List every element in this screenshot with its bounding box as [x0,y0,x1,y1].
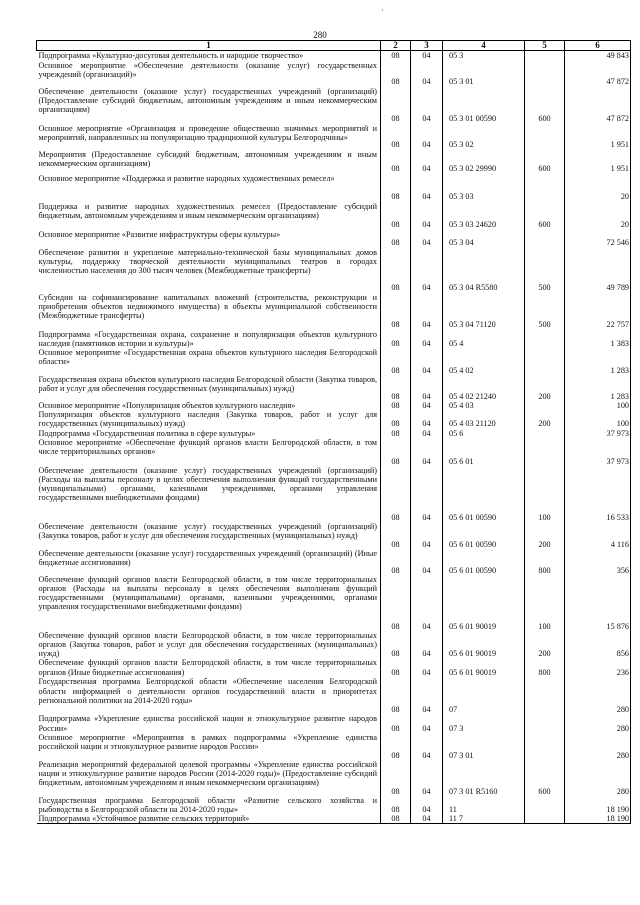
col-header: 5 [525,41,565,51]
row-section: 08 [381,293,411,330]
row-subsection: 04 [411,124,443,150]
row-amount: 1 283 [565,348,631,375]
table-row [37,330,631,348]
table-row [37,124,631,150]
table-row [37,796,631,814]
row-expense-type: 100 [525,466,565,522]
row-target-code: 05 6 01 00590 [443,522,525,549]
row-subsection: 04 [411,575,443,631]
row-target-code: 05 6 01 00590 [443,549,525,575]
table-body [37,51,631,824]
row-section: 08 [381,61,411,87]
row-amount: 72 546 [565,230,631,248]
row-section: 08 [381,87,411,124]
row-target-code: 07 3 01 [443,733,525,760]
table-row [37,174,631,202]
row-description: Обеспечение деятельности (оказание услуг) государственных учреждений (организаций) (Закупка товаров, работ и услуг для обеспечения государственных (муниципальных) нужд) [37,522,381,549]
row-section: 08 [381,714,411,732]
row-amount: 49 843 [565,51,631,61]
row-amount: 280 [565,714,631,732]
row-subsection: 04 [411,549,443,575]
table-row [37,51,631,61]
row-section: 08 [381,330,411,348]
row-target-code: 05 3 01 [443,61,525,87]
row-description: Обеспечение функций органов власти Белгородской области, в том числе территориальных органов (Закупка товаров, работ и услуг для обеспечения государственных (муниципальных) нужд) [37,631,381,659]
row-description: Основное мероприятие «Мероприятия в рамках подпрограммы «Укрепление единства российской нации и этнокультурное развитие народов России» [37,733,381,760]
row-section: 08 [381,230,411,248]
table-row [37,631,631,659]
table-row [37,61,631,87]
row-description: Мероприятия (Предоставление субсидий бюджетным, автономным учреждениям и иным некоммерческим организациям) [37,150,381,174]
row-amount: 1 283 [565,375,631,401]
row-subsection: 04 [411,760,443,796]
row-amount: 280 [565,760,631,796]
budget-table [36,40,631,824]
row-subsection: 04 [411,293,443,330]
row-subsection: 04 [411,429,443,438]
col-header: 2 [381,41,411,51]
row-subsection: 04 [411,348,443,375]
table-row [37,248,631,293]
table-row [37,677,631,714]
row-section: 08 [381,174,411,202]
table-row [37,230,631,248]
row-target-code: 05 6 01 90019 [443,575,525,631]
row-expense-type: 500 [525,293,565,330]
row-section: 08 [381,51,411,61]
row-expense-type [525,429,565,438]
row-section: 08 [381,202,411,230]
row-target-code: 05 6 01 90019 [443,658,525,677]
table-row [37,348,631,375]
row-description: Реализация мероприятий федеральной целевой программы «Укрепление единства российской нации и этнокультурное развитие народов России (2014-2020 годы)» (Предоставление субсидий бюджетным, автономным учреждениям и иным некоммерческим организациям) [37,760,381,796]
row-expense-type [525,796,565,814]
row-expense-type [525,348,565,375]
row-description: Поддержка и развитие народных художественных ремесел (Предоставление субсидий бюджетным, автономным учреждениям и иным некоммерческим организациям) [37,202,381,230]
table-row [37,733,631,760]
row-description: Основное мероприятие «Обеспечение функций органов власти Белгородской области, в том числе территориальных органов» [37,438,381,466]
row-target-code: 05 3 04 [443,230,525,248]
row-amount: 22 757 [565,293,631,330]
row-expense-type: 800 [525,549,565,575]
table-row [37,87,631,124]
row-expense-type [525,330,565,348]
table-row [37,522,631,549]
row-section: 08 [381,658,411,677]
row-description: Подпрограмма «Государственная охрана, сохранение и популяризация объектов культурного наследия (памятников истории и культуры)» [37,330,381,348]
table-row [37,202,631,230]
table-row [37,549,631,575]
row-expense-type [525,733,565,760]
col-header: 1 [37,41,381,51]
row-subsection: 04 [411,796,443,814]
row-expense-type: 600 [525,202,565,230]
row-amount: 100 [565,401,631,410]
row-section: 08 [381,438,411,466]
row-description: Государственная программа Белгородской области «Развитие сельского хозяйства и рыбоводства в Белгородской области на 2014-2020 годы» [37,796,381,814]
row-expense-type [525,814,565,824]
row-description: Субсидии на софинансирование капитальных вложений (строительства, реконструкции и приобретения объектов недвижимого имущества) в объекты муниципальной собственности (Межбюджетные трансферты) [37,293,381,330]
row-expense-type: 200 [525,631,565,659]
col-header: 3 [411,41,443,51]
row-section: 08 [381,410,411,428]
row-section: 08 [381,575,411,631]
row-section: 08 [381,814,411,824]
row-target-code: 11 7 [443,814,525,824]
row-description: Государственная программа Белгородской области «Обеспечение населения Белгородской области информацией о деятельности органов государственной власти и приоритетах региональной политики на 2014-2020 годы» [37,677,381,714]
row-section: 08 [381,401,411,410]
row-description: Обеспечение деятельности (оказание услуг) государственных учреждений (организаций) (Расходы на выплаты персоналу в целях обеспечения выполнения функций государственными (муниципальными) органами, казенными учреждениями, органами управления государственными внебюджетными фондами) [37,466,381,522]
table-row [37,401,631,410]
row-target-code: 05 3 [443,51,525,61]
row-amount: 47 872 [565,87,631,124]
row-description: Обеспечение функций органов власти Белгородской области, в том числе территориальных органов (Иные бюджетные ассигнования) [37,658,381,677]
row-description: Обеспечение деятельности (оказание услуг) государственных учреждений (организаций) (Иные бюджетные ассигнования) [37,549,381,575]
row-subsection: 04 [411,87,443,124]
row-subsection: 04 [411,401,443,410]
row-subsection: 04 [411,410,443,428]
row-subsection: 04 [411,522,443,549]
row-expense-type [525,438,565,466]
row-section: 08 [381,466,411,522]
row-section: 08 [381,375,411,401]
table-row [37,466,631,522]
row-section: 08 [381,150,411,174]
col-header: 4 [443,41,525,51]
row-expense-type: 100 [525,575,565,631]
row-amount: 1 951 [565,150,631,174]
row-subsection: 04 [411,248,443,293]
row-amount: 18 190 [565,814,631,824]
table-row [37,375,631,401]
row-amount: 100 [565,410,631,428]
table-row [37,438,631,466]
row-expense-type: 200 [525,375,565,401]
row-expense-type [525,677,565,714]
row-subsection: 04 [411,714,443,732]
row-amount: 20 [565,174,631,202]
row-target-code: 11 [443,796,525,814]
row-target-code: 05 6 01 00590 [443,466,525,522]
row-amount: 280 [565,733,631,760]
row-amount: 236 [565,658,631,677]
row-expense-type: 600 [525,760,565,796]
row-amount: 47 872 [565,61,631,87]
row-expense-type [525,61,565,87]
row-target-code: 05 4 [443,330,525,348]
row-subsection: 04 [411,230,443,248]
row-description: Популяризация объектов культурного наследия (Закупка товаров, работ и услуг для государственных (муниципальных) нужд) [37,410,381,428]
row-description: Подпрограмма «Государственная политика в сфере культуры» [37,429,381,438]
row-expense-type: 200 [525,522,565,549]
table-row [37,814,631,824]
row-description: Обеспечение функций органов власти Белгородской области, в том числе территориальных органов (Расходы на выплаты персоналу в целях обеспечения выполнения функций государственными (муниципальными) органами, казенными учреждениями, органами управления государственными внебюджетными фондами) [37,575,381,631]
row-subsection: 04 [411,631,443,659]
row-subsection: 04 [411,466,443,522]
row-section: 08 [381,631,411,659]
row-amount: 1 383 [565,330,631,348]
row-target-code: 05 6 01 [443,438,525,466]
row-target-code: 05 3 03 24620 [443,202,525,230]
row-subsection: 04 [411,677,443,714]
row-target-code: 05 3 02 [443,124,525,150]
row-subsection: 04 [411,814,443,824]
row-target-code: 05 4 02 [443,348,525,375]
row-target-code: 05 3 04 71120 [443,293,525,330]
row-amount: 49 789 [565,248,631,293]
row-target-code: 07 3 [443,714,525,732]
row-amount: 1 951 [565,124,631,150]
row-expense-type: 800 [525,658,565,677]
row-description: Основное мероприятие «Развитие инфраструктуры сферы культуры» [37,230,381,248]
row-target-code: 05 3 01 00590 [443,87,525,124]
row-section: 08 [381,733,411,760]
row-expense-type [525,174,565,202]
row-subsection: 04 [411,202,443,230]
row-description: Обеспечение деятельности (оказание услуг) государственных учреждений (организаций) (Предоставление субсидий бюджетным, автономным учреждениям и иным некоммерческим организациям) [37,87,381,124]
row-expense-type [525,714,565,732]
row-amount: 15 876 [565,575,631,631]
table-row [37,293,631,330]
table-row [37,575,631,631]
row-amount: 37 973 [565,438,631,466]
row-target-code: 07 [443,677,525,714]
row-description: Основное мероприятие «Обеспечение деятельности (оказание услуг) государственных учреждений (организаций)» [37,61,381,87]
row-expense-type: 500 [525,248,565,293]
row-amount: 356 [565,549,631,575]
table-row [37,714,631,732]
row-amount: 18 190 [565,796,631,814]
row-target-code: 05 4 03 21120 [443,410,525,428]
row-subsection: 04 [411,61,443,87]
row-description: Обеспечение развития и укрепление материально-технической базы муниципальных домов культуры, поддержку творческой деятельности муниципальных театров в городах численностью населения до 300 тысяч человек (Межбюджетные трансферты) [37,248,381,293]
row-target-code: 05 3 02 29990 [443,150,525,174]
row-section: 08 [381,760,411,796]
row-expense-type [525,124,565,150]
header-row [37,41,631,51]
row-target-code: 05 4 03 [443,401,525,410]
row-amount: 16 533 [565,466,631,522]
table-row [37,150,631,174]
row-amount: 20 [565,202,631,230]
col-header: 6 [565,41,631,51]
row-description: Подпрограмма «Культурно-досуговая деятельность и народное творчество» [37,51,381,61]
row-expense-type [525,230,565,248]
row-section: 08 [381,677,411,714]
row-expense-type: 200 [525,410,565,428]
row-subsection: 04 [411,375,443,401]
row-amount: 4 116 [565,522,631,549]
row-amount: 280 [565,677,631,714]
row-expense-type [525,51,565,61]
row-amount: 856 [565,631,631,659]
row-subsection: 04 [411,174,443,202]
row-section: 08 [381,522,411,549]
row-target-code: 05 6 [443,429,525,438]
table-row [37,658,631,677]
table-row [37,760,631,796]
row-subsection: 04 [411,733,443,760]
row-description: Подпрограмма «Устойчивое развитие сельских территорий» [37,814,381,824]
row-subsection: 04 [411,150,443,174]
row-description: Подпрограмма «Укрепление единства российской нации и этнокультурное развитие народов России» [37,714,381,732]
page-number: 280 [313,30,327,40]
row-target-code: 05 3 03 [443,174,525,202]
row-section: 08 [381,429,411,438]
row-target-code: 05 3 04 R5580 [443,248,525,293]
row-amount: 37 973 [565,429,631,438]
row-section: 08 [381,549,411,575]
row-description: Основное мероприятие «Популяризация объектов культурного наследия» [37,401,381,410]
row-section: 08 [381,348,411,375]
row-description: Основное мероприятие «Поддержка и развитие народных художественных ремесел» [37,174,381,202]
row-section: 08 [381,796,411,814]
row-description: Государственная охрана объектов культурного наследия Белгородской области (Закупка товаров, работ и услуг для обеспечения государственных (муниципальных) нужд) [37,375,381,401]
row-expense-type: 600 [525,87,565,124]
row-description: Основное мероприятие «Организация и проведение общественно значимых мероприятий и мероприятий, направленных на популяризацию традиционной культуры Белгородчины» [37,124,381,150]
row-subsection: 04 [411,330,443,348]
row-target-code: 05 4 02 21240 [443,375,525,401]
row-expense-type [525,401,565,410]
row-subsection: 04 [411,658,443,677]
row-subsection: 04 [411,438,443,466]
table-row [37,410,631,428]
table-row [37,429,631,438]
row-target-code: 07 3 01 R5160 [443,760,525,796]
row-section: 08 [381,248,411,293]
row-expense-type: 600 [525,150,565,174]
row-subsection: 04 [411,51,443,61]
row-target-code: 05 6 01 90019 [443,631,525,659]
row-section: 08 [381,124,411,150]
top-mark: · [381,6,384,15]
row-description: Основное мероприятие «Государственная охрана объектов культурного наследия Белгородской области» [37,348,381,375]
